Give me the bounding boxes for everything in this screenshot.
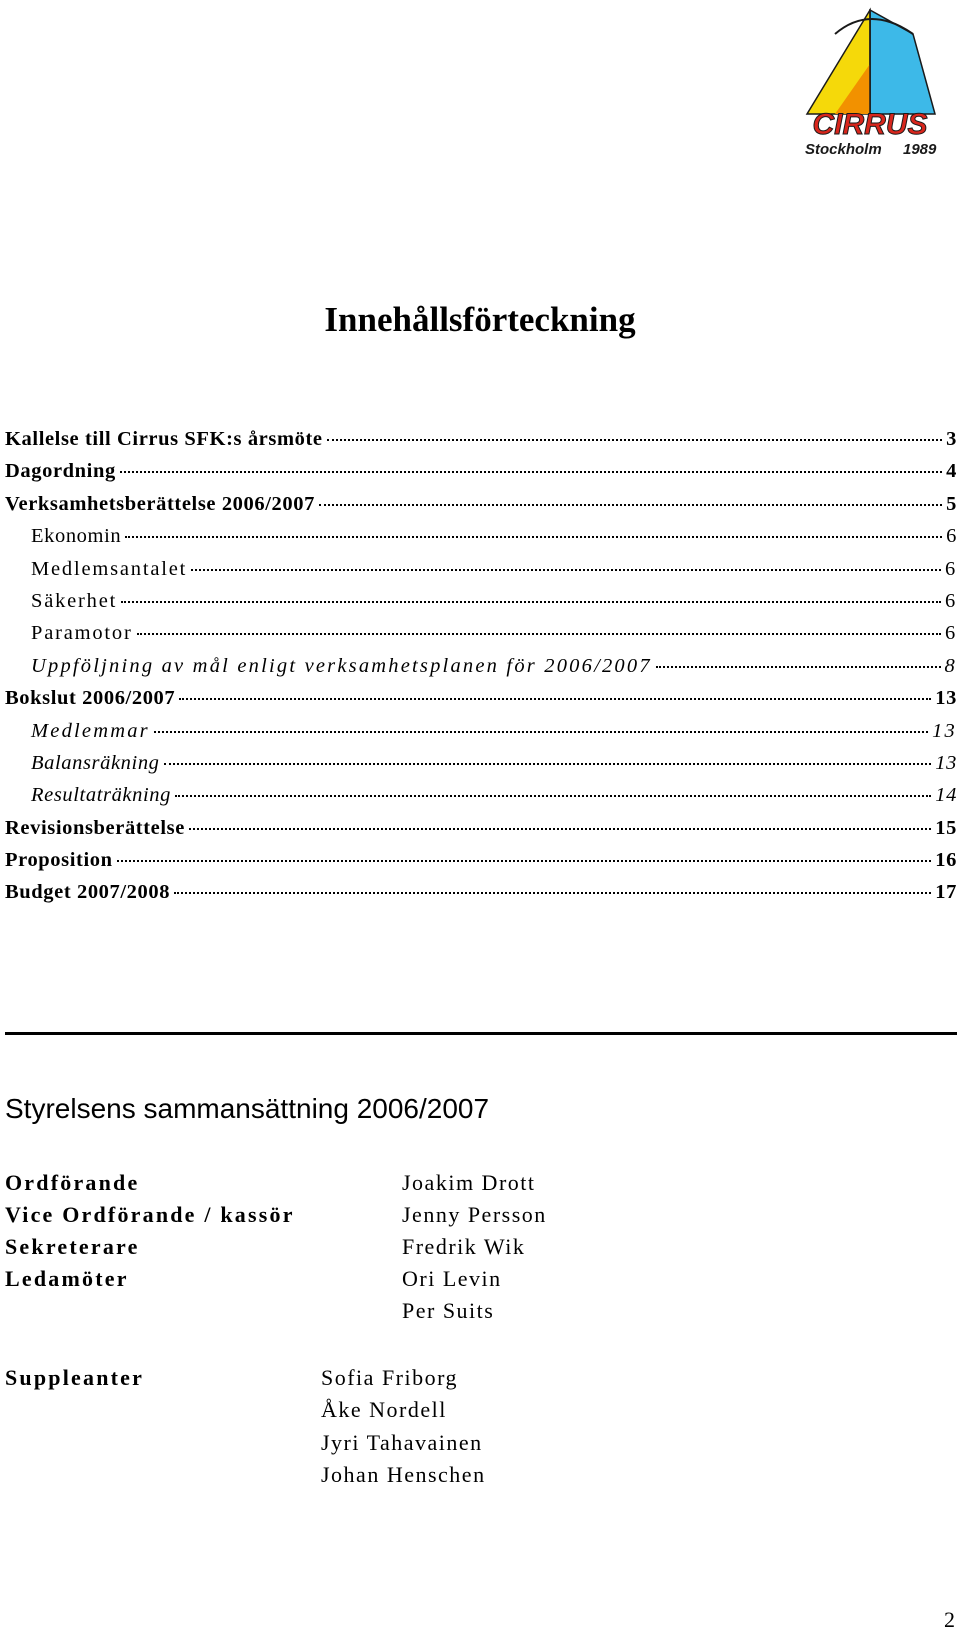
board-role: Ordförande	[5, 1170, 140, 1195]
toc-entry-page: 5	[946, 492, 957, 515]
toc-entry[interactable]	[5, 558, 957, 590]
board-person: Fredrik Wik	[402, 1234, 526, 1259]
toc-entry[interactable]	[5, 849, 957, 881]
page-number: 2	[944, 1607, 955, 1632]
toc-leader-dots	[179, 698, 931, 700]
toc-entry[interactable]	[5, 881, 957, 913]
toc-entry-page: 13	[935, 687, 957, 710]
toc-entry-page: 15	[935, 816, 957, 839]
paraglider-logo-icon	[795, 4, 945, 169]
toc-leader-dots	[175, 795, 931, 797]
toc-entry-label: Resultaträkning	[31, 784, 171, 807]
toc-entry-label: Paramotor	[31, 622, 133, 645]
board-heading: Styrelsens sammansättning 2006/2007	[5, 1093, 490, 1124]
toc-entry-label: Dagordning	[5, 460, 116, 483]
board-person: Ori Levin	[402, 1266, 502, 1291]
board-person: Åke Nordell	[321, 1397, 447, 1422]
toc-entry-page: 14	[935, 784, 957, 807]
table-of-contents	[5, 428, 957, 914]
toc-leader-dots	[174, 892, 931, 894]
toc-leader-dots	[319, 504, 942, 506]
toc-entry-label: Ekonomin	[31, 525, 122, 548]
toc-entry-page: 6	[946, 525, 957, 548]
toc-entry-label: Budget 2007/2008	[5, 881, 171, 904]
toc-entry[interactable]	[5, 622, 957, 654]
toc-entry[interactable]	[5, 460, 957, 492]
toc-leader-dots	[189, 828, 931, 830]
toc-leader-dots	[191, 569, 941, 571]
toc-leader-dots	[120, 471, 942, 473]
board-person: Per Suits	[402, 1298, 495, 1323]
board-person: Johan Henschen	[321, 1462, 486, 1487]
board-role: Ledamöter	[5, 1266, 129, 1291]
toc-entry[interactable]	[5, 687, 957, 719]
toc-leader-dots	[125, 536, 942, 538]
board-role: Vice Ordförande / kassör	[5, 1202, 295, 1227]
toc-leader-dots	[117, 860, 932, 862]
section-divider	[5, 1032, 957, 1035]
toc-leader-dots	[327, 439, 943, 441]
toc-entry[interactable]	[5, 655, 957, 687]
toc-entry-label: Proposition	[5, 849, 113, 872]
board-person: Joakim Drott	[402, 1170, 536, 1195]
toc-entry-page: 4	[946, 460, 957, 483]
toc-entry-page: 6	[944, 622, 957, 645]
toc-entry-label: Balansräkning	[31, 751, 160, 774]
toc-entry-label: Medlemsantalet	[31, 557, 188, 580]
logo-name-text: CIRRUS	[812, 108, 928, 141]
toc-entry-label: Bokslut 2006/2007	[5, 687, 176, 710]
board-role: Suppleanter	[5, 1365, 145, 1390]
toc-entry-page: 16	[935, 849, 957, 872]
toc-entry[interactable]	[5, 493, 957, 525]
toc-entry-page: 17	[935, 881, 957, 904]
toc-entry-page: 3	[946, 428, 957, 450]
toc-entry-page: 13	[932, 719, 957, 742]
page-title: Innehållsförteckning	[324, 300, 636, 339]
cirrus-logo	[795, 4, 945, 169]
toc-entry-label: Kallelse till Cirrus SFK:s årsmöte	[5, 428, 323, 450]
toc-entry-page: 6	[944, 589, 957, 612]
toc-entry-label: Uppföljning av mål enligt verksamhetsplanen för 2006/2007	[31, 654, 652, 677]
board-role: Sekreterare	[5, 1234, 140, 1259]
toc-leader-dots	[121, 601, 941, 603]
toc-entry-page: 8	[944, 654, 957, 677]
logo-city-text: Stockholm	[805, 141, 882, 158]
toc-entry-page: 13	[935, 751, 957, 774]
toc-entry-label: Revisionsberättelse	[5, 816, 185, 839]
board-person: Sofia Friborg	[321, 1365, 459, 1390]
toc-leader-dots	[656, 666, 941, 668]
toc-entry[interactable]	[5, 428, 957, 460]
toc-entry[interactable]	[5, 817, 957, 849]
toc-entry-page: 6	[944, 557, 957, 580]
toc-leader-dots	[154, 731, 928, 733]
toc-entry[interactable]	[5, 525, 957, 557]
toc-entry[interactable]	[5, 752, 957, 784]
toc-entry-label: Medlemmar	[31, 719, 150, 742]
toc-leader-dots	[164, 763, 932, 765]
toc-entry[interactable]	[5, 784, 957, 816]
logo-year-text: 1989	[903, 141, 937, 158]
toc-entry-label: Verksamhetsberättelse 2006/2007	[5, 492, 315, 515]
board-person: Jenny Persson	[402, 1202, 547, 1227]
toc-entry[interactable]	[5, 720, 957, 752]
toc-leader-dots	[137, 633, 941, 635]
toc-entry[interactable]	[5, 590, 957, 622]
board-person: Jyri Tahavainen	[321, 1430, 483, 1455]
toc-entry-label: Säkerhet	[31, 589, 118, 612]
